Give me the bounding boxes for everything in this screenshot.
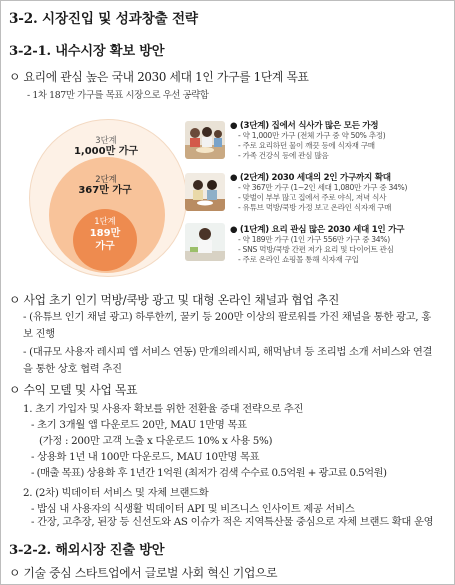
tier-3-line: - 주로 요리하던 물이 깨끗 등에 식자재 구매 <box>238 141 375 150</box>
revenue-plan-2-title: 2. (2차) 빅데이터 서비스 및 자체 브랜드화 <box>23 487 209 499</box>
overseas-bullet: ㅇ 기술 중심 스타트업에서 글로벌 사회 혁신 기업으로 <box>9 566 278 580</box>
tier-1-line: - 약 189만 가구 (1인 가구 556만 가구 중 34%) <box>238 235 390 244</box>
circle-3-stage: 3단계 <box>95 135 117 145</box>
circle-1-unit: 가구 <box>95 241 115 252</box>
target-bullet: ㅇ 요리에 관심 높은 국내 2030 세대 1인 가구를 1단계 목표 <box>9 70 309 84</box>
tier-2-line: - 약 367만 가구 (1~2인 세대 1,080만 가구 중 34%) <box>238 183 408 192</box>
target-note: - 1차 187만 가구를 목표 시장으로 우선 공략함 <box>27 90 209 101</box>
section-title: 3-2. 시장진입 및 성과창출 전략 <box>9 11 198 27</box>
revenue-plan-2-line: - 밥심 내 사용자의 식생활 빅데이터 API 및 비즈니스 인사이트 제공 서비스 <box>31 503 355 515</box>
revenue-plan-1-line: (가정 : 200만 고객 노출 x 다운로드 10% x 사용 5%) <box>39 435 273 447</box>
tier-1-title: ● (1단계) 요리 관심 많은 2030 세대 1인 가구 <box>230 225 405 235</box>
domestic-heading: 3-2-1. 내수시장 확보 방안 <box>9 44 165 59</box>
single-cook-photo <box>185 223 225 261</box>
tier-2-line: - 유튜브 먹방/쿡방 가정 보고 온라인 식자재 구매 <box>238 203 392 212</box>
circle-3-count: 1,000만 가구 <box>73 146 139 157</box>
circle-2-stage: 2단계 <box>95 174 117 184</box>
circle-1-stage: 1단계 <box>94 216 116 226</box>
tier-3-title: ● (3단계) 집에서 식사가 많은 모든 가정 <box>230 121 379 131</box>
revenue-plan-1-line: - 상용화 1년 내 100만 다운로드, MAU 10만명 목표 <box>31 451 260 463</box>
promo-bullet: ㅇ 사업 초기 인기 먹방/쿡방 광고 및 대형 온라인 채널과 협업 추진 <box>9 293 340 307</box>
circle-1-count: 189만 <box>89 228 121 239</box>
tier-1-line: - 주로 온라인 쇼핑몰 통해 식자재 구입 <box>238 255 359 264</box>
promo-line: - (대규모 사용자 레시피 앱 서비스 연동) 만개의레시피, 해먹남녀 등 조리법 소개 서비스와 연결을 통한 상호 협력 추진 <box>23 346 433 375</box>
revenue-plan-1-line: - 초기 3개월 앱 다운로드 20만, MAU 1만명 목표 <box>31 419 247 431</box>
tier-3-line: - 가족 건강식 등에 관심 많음 <box>238 151 329 160</box>
tier-3-line: - 약 1,000만 가구 (전체 가구 중 약 50% 추정) <box>238 131 386 140</box>
revenue-plan-2-line: - 간장, 고추장, 된장 등 신선도와 AS 이슈가 적은 지역특산물 중심으로 자체 브랜드 확대 운영 <box>31 516 434 528</box>
revenue-plan-1-title: 1. 초기 가입자 및 사용자 확보를 위한 전환율 증대 전략으로 추진 <box>23 403 304 415</box>
revenue-plan-1-line: - (매출 목표) 상용화 후 1년간 1억원 (최저가 검색 수수료 0.5억원 + 광고료 0.5억원) <box>31 467 387 479</box>
circle-2-count: 367만 가구 <box>78 185 132 196</box>
overseas-heading: 3-2-2. 해외시장 진출 방안 <box>9 543 165 558</box>
tier-1-line: - SNS 먹방/쿡방 간편 저가 요리 및 다이어트 관심 <box>238 245 394 254</box>
revenue-bullet: ㅇ 수익 모델 및 사업 목표 <box>9 383 138 397</box>
tier-2-line: - 맞벌이 부부 많고 집에서 주로 야식, 저녁 식사 <box>238 193 387 202</box>
promo-line: - (유튜브 인기 채널 광고) 하루한끼, 꿀키 등 200만 이상의 팔로워를 가진 채널을 통한 광고, 홍보 진행 <box>23 311 431 340</box>
tier-2-title: ● (2단계) 2030 세대의 2인 가구까지 확대 <box>230 173 391 183</box>
family-meal-photo <box>185 121 225 159</box>
couple-meal-photo <box>185 173 225 211</box>
